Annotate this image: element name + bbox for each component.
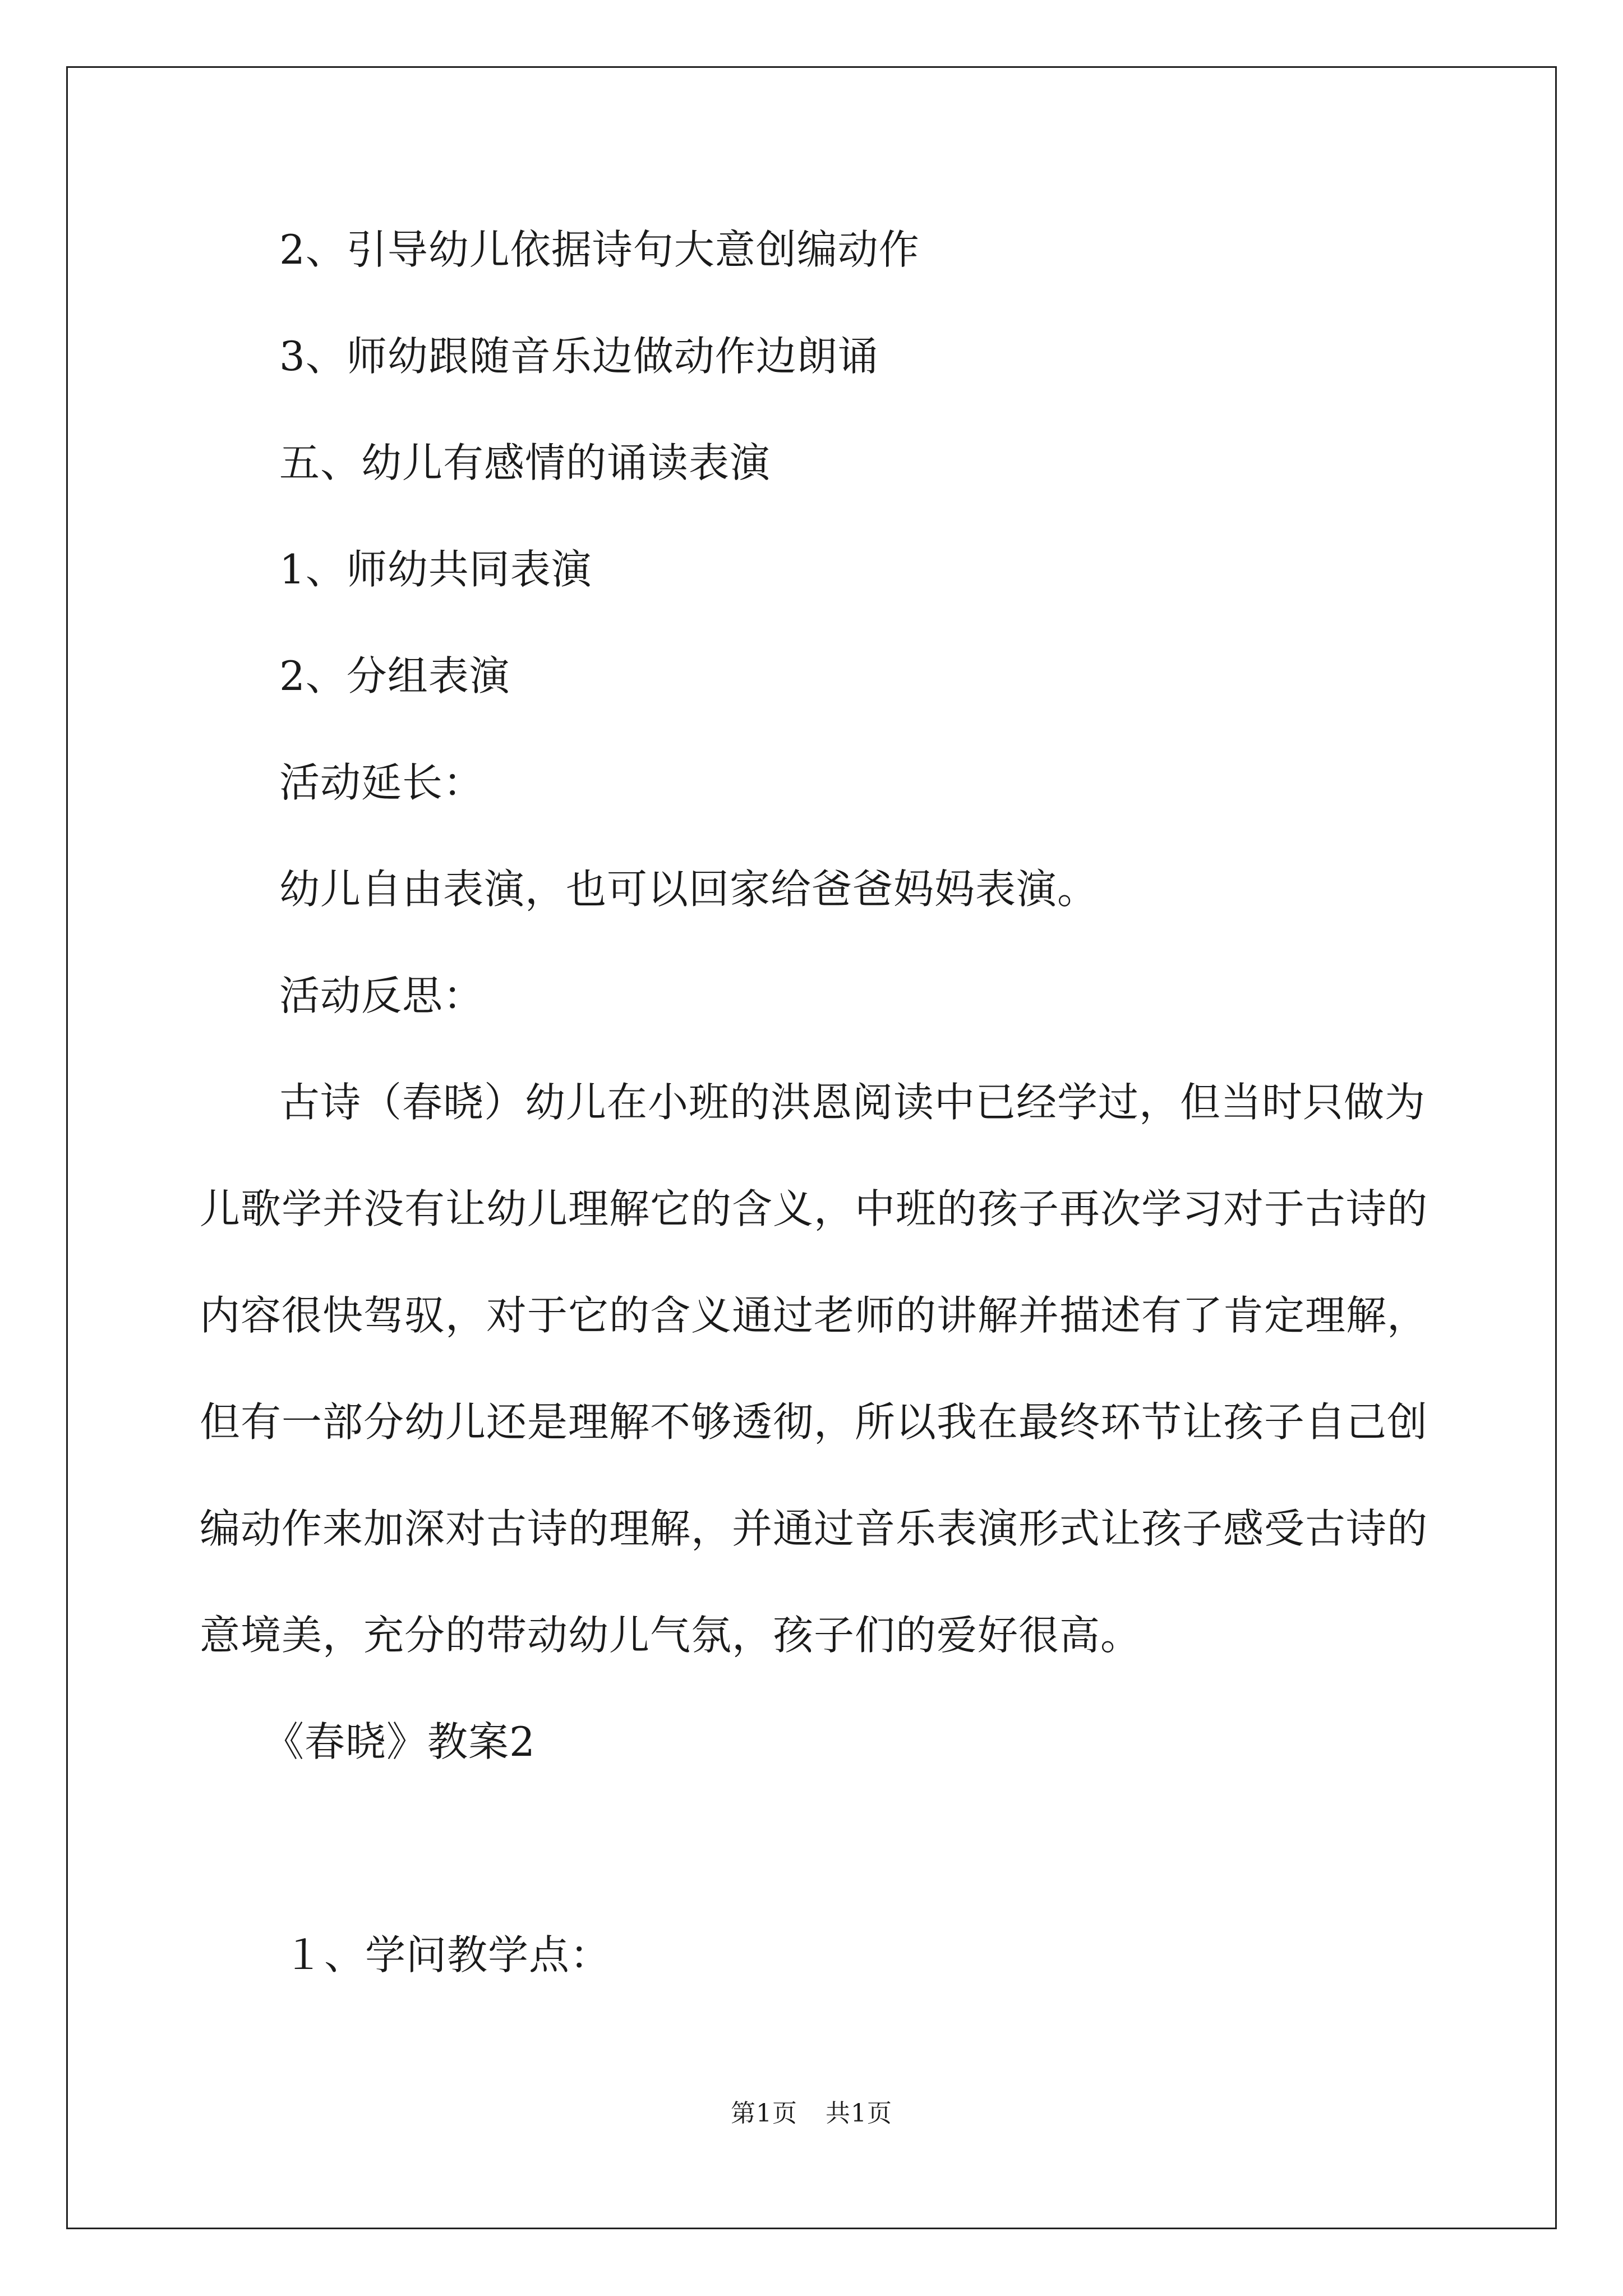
knowledge-teaching-points: １、学问教学点： [283, 1931, 611, 1978]
reflection-line-1: 古诗（春晓）幼儿在小班的洪恩阅读中已经学过，但当时只做为 [279, 1079, 1426, 1126]
reflection-line-6: 意境美，充分的带动幼儿气氛，孩子们的爱好很高。 [200, 1612, 1142, 1659]
section-5-heading: 五、幼儿有感情的诵读表演 [279, 439, 771, 486]
reflection-line-4: 但有一部分幼儿还是理解不够透彻，所以我在最终环节让孩子自己创 [200, 1398, 1428, 1446]
reflection-line-5: 编动作来加深对古诗的理解，并通过音乐表演形式让孩子感受古诗的 [200, 1505, 1428, 1552]
reflection-heading: 活动反思： [279, 972, 485, 1019]
lesson-plan-2-title: 《春晓》教案2 [264, 1718, 536, 1765]
extension-heading: 活动延长： [279, 759, 485, 806]
page-frame [66, 66, 1557, 2229]
reflection-line-2: 儿歌学并没有让幼儿理解它的含义，中班的孩子再次学习对于古诗的 [200, 1185, 1428, 1232]
step-1-perform-together: 1、师幼共同表演 [279, 546, 592, 593]
step-2-create-actions: 2、引导幼儿依据诗句大意创编动作 [279, 226, 920, 273]
step-2-group-perform: 2、分组表演 [279, 652, 510, 700]
reflection-line-3: 内容很快驾驭，对于它的含义通过老师的讲解并描述有了肯定理解， [200, 1292, 1428, 1339]
page-footer [0, 2098, 1623, 2129]
step-3-recite-with-music: 3、师幼跟随音乐边做动作边朗诵 [279, 333, 879, 380]
extension-text: 幼儿自由表演，也可以回家给爸爸妈妈表演。 [279, 866, 1099, 913]
page-number-total: 共1页 [826, 2099, 892, 2128]
page-number-current: 第1页 [731, 2099, 797, 2128]
